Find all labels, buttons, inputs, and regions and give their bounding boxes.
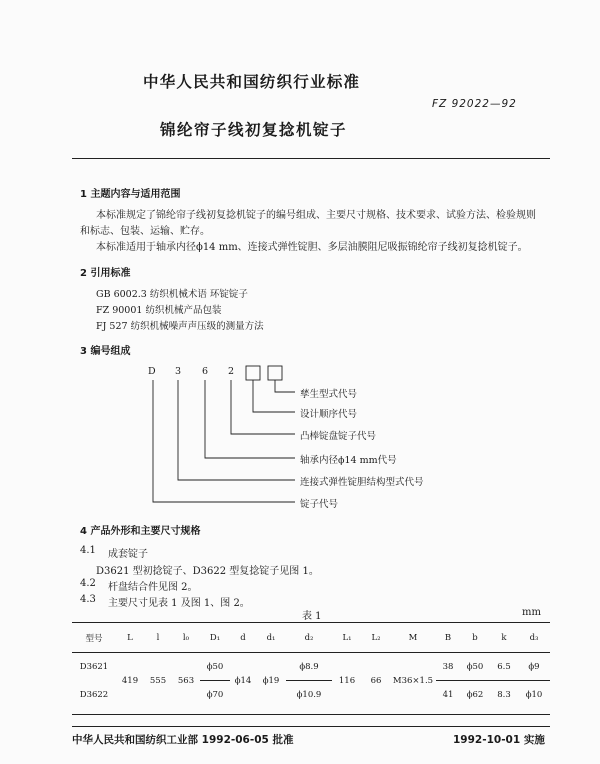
table-header-cell: d₃ [518,623,550,653]
table-cell: ϕ9 [518,653,550,681]
table-cell: ϕ50 [460,653,490,681]
code-label: 凸棒锭盘锭子代号 [300,431,377,442]
section-item-number: 4.2 [80,578,96,589]
table-cell: D3621 [79,661,109,672]
code-letter: D [148,366,156,377]
section-4-heading: 4 产品外形和主要尺寸规格 [80,526,201,537]
table-cell: D3622 [79,689,109,700]
table-header-cell: 型号 [72,623,116,653]
leader-line [153,380,295,502]
table-header-cell: L₂ [362,623,390,653]
table-bottom-rule [72,714,550,715]
table-cell: ϕ50 [200,653,230,681]
code-label: 孳生型式代号 [300,389,358,400]
section-1-paragraph-1a: 本标准规定了锦纶帘子线初复捻机锭子的编号组成、主要尺寸规格、技术要求、试验方法、检验规则 [96,210,536,221]
table-header-cell: d [230,623,256,653]
table-cell: ϕ10.9 [296,689,322,700]
dimensions-table [72,622,550,709]
table-header-row [72,623,550,653]
table-cell: 38 [436,653,460,681]
section-1-paragraph-2: 本标准适用于轴承内径ϕ14 mm、连接式弹性锭胆、多层油膜阻尼吸振锦纶帘子线初复捻机锭子。 [96,242,528,253]
reference-item: FJ 527 纺织机械噪声声压级的测量方法 [96,321,264,332]
leader-line [231,380,295,434]
table-header-cell: B [436,623,460,653]
table-header-cell: l₀ [172,623,200,653]
table-header-cell: d₂ [286,623,332,653]
code-box-1 [246,366,260,380]
section-item-text: 主要尺寸见表 1 及图 1、图 2。 [108,598,250,609]
table-header-cell: b [460,623,490,653]
table-cell: 6.5 [490,653,518,681]
code-label: 锭子代号 [300,499,339,510]
table-row [72,653,550,681]
table-header-cell: D₁ [200,623,230,653]
approval-line: 中华人民共和国纺织工业部 1992-06-05 批准 [72,734,294,746]
code-label: 设计顺序代号 [300,409,358,420]
section-item-number: 4.3 [80,594,96,605]
section-1-paragraph-1b: 和标志、包装、运输、贮存。 [80,226,210,237]
code-letter: 2 [228,366,235,377]
section-2-heading: 2 引用标准 [80,268,131,279]
code-label: 连接式弹性锭胆结构型式代号 [300,477,424,488]
table-unit: mm [522,607,541,618]
table-cell: 66 [370,675,382,686]
table-cell: 41 [442,689,454,700]
section-3-heading: 3 编号组成 [80,346,131,357]
title-divider [72,158,550,159]
table-cell: 563 [177,675,195,686]
section-item-text: 杆盘结合件见图 2。 [108,582,198,593]
table-cell: ϕ19 [262,675,280,686]
table-cell: ϕ8.9 [286,653,332,681]
table-cell: ϕ62 [466,689,484,700]
table-cell: M36×1.5 [392,675,434,686]
table-header-cell: l [144,623,172,653]
section-item-number: 4.1 [80,545,96,556]
encoding-diagram [140,362,460,512]
table-header-cell: k [490,623,518,653]
table-cell: ϕ70 [206,689,224,700]
table-cell: 419 [121,675,139,686]
section-item-text: 成套锭子 [108,549,148,560]
table-header-cell: d₁ [256,623,286,653]
table-header-cell: L₁ [332,623,362,653]
implementation-date: 1992-10-01 实施 [453,734,545,746]
table-cell: 8.3 [497,689,511,700]
table-header-cell: L [116,623,144,653]
standard-header-title: 中华人民共和国纺织行业标准 [143,73,361,91]
table-cell: 116 [338,675,356,686]
standard-code: FZ 92022—92 [432,98,517,110]
table-cell: ϕ10 [525,689,543,700]
footer-divider [72,726,550,727]
table-cell: ϕ14 [234,675,252,686]
table-cell: 555 [149,675,167,686]
code-label: 轴承内径ϕ14 mm代号 [300,455,397,466]
leader-line [253,380,295,412]
table-caption: 表 1 [302,611,322,622]
section-item-text: D3621 型初捻锭子、D3622 型复捻锭子见图 1。 [96,566,319,577]
document-title: 锦纶帘子线初复捻机锭子 [160,121,348,139]
code-letter: 6 [202,366,209,377]
reference-item: GB 6002.3 纺织机械术语 环锭锭子 [96,289,248,300]
reference-item: FZ 90001 纺织机械产品包装 [96,305,222,316]
leader-line [178,380,295,480]
section-1-heading: 1 主题内容与适用范围 [80,189,181,200]
code-box-2 [268,366,282,380]
table-header-cell: M [390,623,436,653]
leader-line [275,380,295,392]
code-letter: 3 [175,366,182,377]
